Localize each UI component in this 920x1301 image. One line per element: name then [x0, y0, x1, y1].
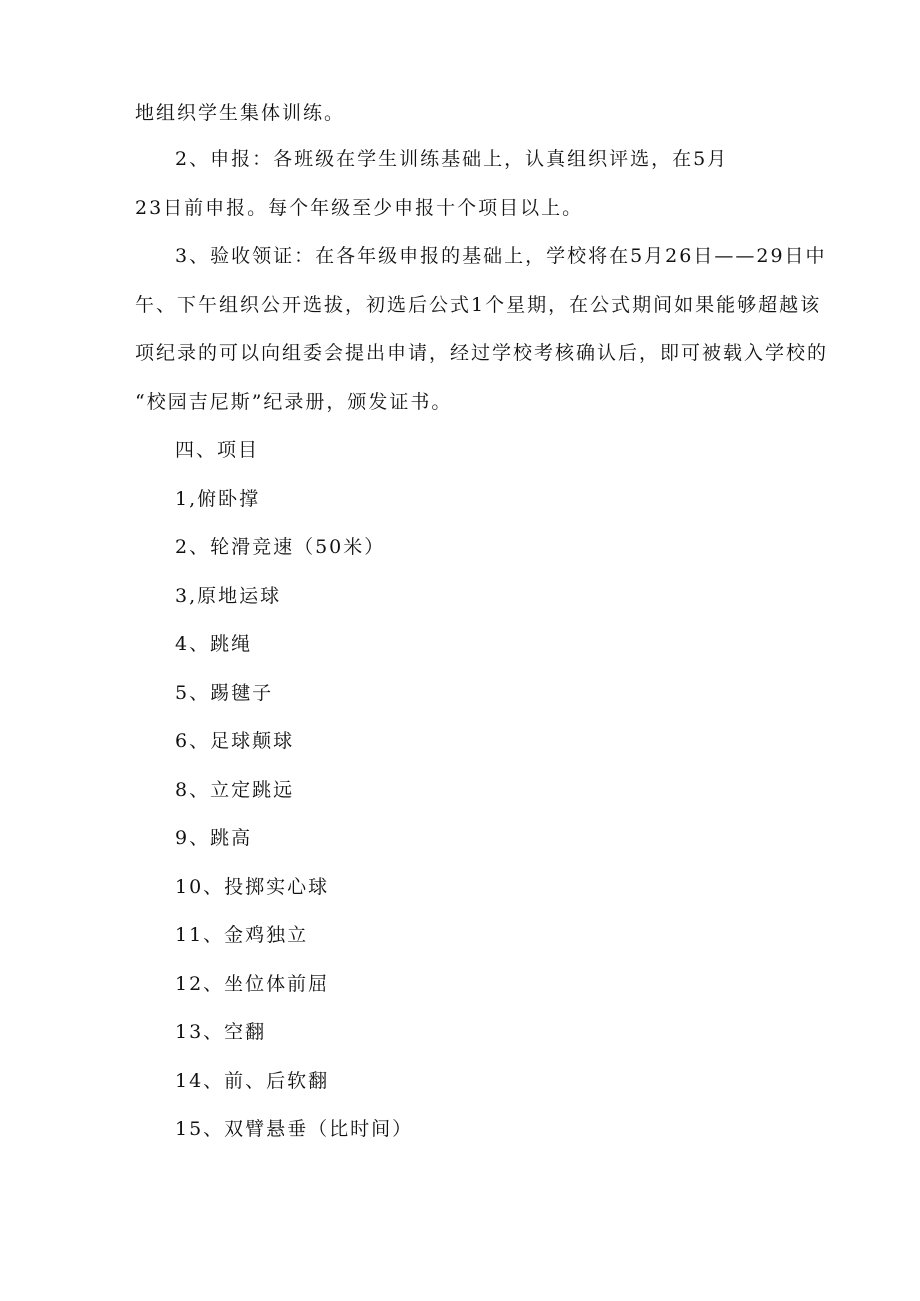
list-item: 14、前、后软翻: [175, 1070, 330, 1092]
list-item: 2、轮滑竞速（50米）: [175, 536, 386, 558]
list-item: 4、跳绳: [175, 633, 253, 655]
paragraph-line: 午、下午组织公开选拔，初选后公式1个星期，在公式期间如果能够超越该: [135, 294, 822, 316]
paragraph-line: 项纪录的可以向组委会提出申请，经过学校考核确认后，即可被载入学校的: [135, 342, 829, 364]
list-item: 9、跳高: [175, 827, 253, 849]
section-heading: 四、项目: [175, 439, 260, 461]
list-item: 6、足球颠球: [175, 730, 295, 752]
list-item: 3,原地运球: [175, 585, 282, 607]
paragraph-line: “校园吉尼斯”纪录册，颁发证书。: [135, 391, 453, 413]
paragraph-line: 23日前申报。每个年级至少申报十个项目以上。: [135, 197, 584, 219]
list-item: 10、投掷实心球: [175, 876, 330, 898]
paragraph-line: 3、验收领证：在各年级申报的基础上，学校将在5月26日——29日中: [175, 245, 827, 267]
list-item: 15、双臂悬垂（比时间）: [175, 1118, 414, 1140]
list-item: 12、坐位体前屈: [175, 973, 330, 995]
list-item: 5、踢毽子: [175, 682, 274, 704]
list-item: 8、立定跳远: [175, 779, 295, 801]
list-item: 11、金鸡独立: [175, 924, 309, 946]
paragraph-line: 地组织学生集体训练。: [135, 102, 346, 124]
list-item: 13、空翻: [175, 1021, 267, 1043]
list-item: 1,俯卧撑: [175, 488, 261, 510]
paragraph-line: 2、申报：各班级在学生训练基础上，认真组织评选，在5月: [175, 148, 729, 170]
